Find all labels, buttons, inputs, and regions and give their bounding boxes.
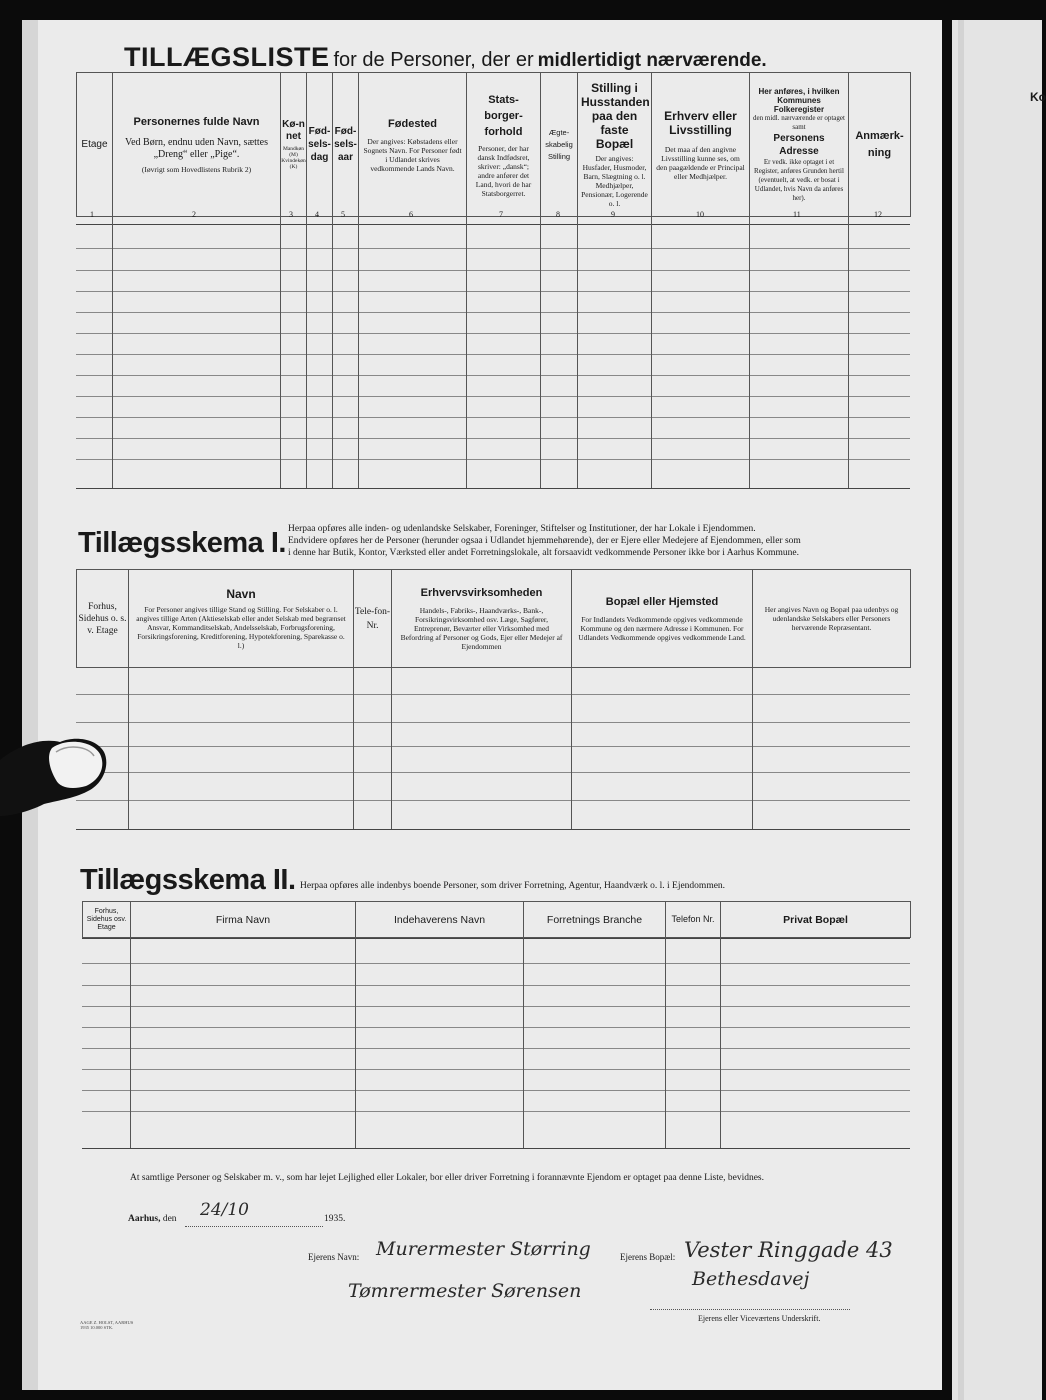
skema2-table (82, 901, 911, 938)
col-etage: Etage (77, 73, 113, 217)
col-foedested: Fødested Der angives: Købstadens eller Sognets Navn. For Personer født i Udlandet skrives vedkommende Lands Navn. (359, 73, 467, 217)
col-number: 3 (289, 210, 293, 219)
col-navn: Personernes fulde Navn Ved Børn, endnu uden Navn, sættes „Dreng“ eller „Pige“. (Iøvrigt som Hovedlistens Rubrik 2) (113, 73, 281, 217)
tillaegsliste-table (76, 72, 911, 217)
date-line-dots (185, 1225, 323, 1227)
col-erhverv: Erhverv eller Livsstilling Det maa af den angivne Livsstilling kunne ses, om den paagældende er Principal eller Medhjælper. (652, 73, 750, 217)
skema1-col-telefon: Tele-fon-Nr. (354, 570, 392, 668)
adjacent-page-text: Ko (1030, 90, 1046, 104)
col-number: 7 (499, 210, 503, 219)
skema1-col-bopael: Bopæl eller Hjemsted For Indlandets Vedkommende opgives vedkommende Kommune og den nærmere Adresse i Kommunen. For Udlandets Vedkommende opgives vedkommende Land. (572, 570, 753, 668)
thumb-shape (0, 730, 120, 820)
skema2-col-firma: Firma Navn (131, 902, 356, 938)
page-binding-shadow (22, 20, 38, 1390)
owner-name-label: Ejerens Navn: (308, 1252, 360, 1262)
skema2-col-etage: Forhus, Sidehus osv. Etage (83, 902, 131, 938)
col-statsborgerforhold: Stats-borger-forhold Personer, der har dansk Indfødsret, skriver: „dansk“; andre anfører det Land, hvori de har Statsborgerret. (467, 73, 541, 217)
skema1-title: Tillægsskema I. (78, 527, 286, 559)
skema1-header-row (77, 570, 911, 668)
skema2-col-indehaver: Indehaverens Navn (356, 902, 524, 938)
owner-address-handwritten-2: Bethesdavej (692, 1268, 810, 1290)
main-title (124, 42, 767, 73)
col-number: 5 (341, 210, 345, 219)
adjacent-page (952, 20, 1046, 1400)
printer-note: AAGE Z. HOLST, AARHUS 1935 10.000 STK. (80, 1320, 134, 1330)
date-line (128, 1214, 177, 1224)
skema1-col-etage: Forhus, Sidehus o. s. v. Etage (77, 570, 129, 668)
col-foedselsdag: Fød-sels-dag (307, 73, 333, 217)
date-year: 1935. (324, 1214, 346, 1224)
col-number: 1 (90, 210, 94, 219)
col-number: 11 (793, 210, 801, 219)
col-aegteskabelig-stilling: Ægte-skabelig Stilling (541, 73, 578, 217)
owner-name-signature-2: Tømrermester Sørensen (348, 1280, 582, 1302)
col-number: 9 (611, 210, 615, 219)
owner-name-signature: Murermester Størring (376, 1238, 591, 1260)
skema1-col-navn: Navn For Personer angives tillige Stand og Stilling. For Selskaber o. l. angives tillige Arten (Aktieselskab eller andet Selskab med begrænset Ansvar, Kommanditselskab, Andelsselskab, Forbrugsforening, Forsikringsforening, Kreditforening, Hypotekforening, Sparekasse o. l.) (129, 570, 354, 668)
skema1-table (76, 569, 911, 668)
col-number: 6 (409, 210, 413, 219)
list-header-row (77, 73, 911, 217)
date-city: Aarhus, (128, 1214, 161, 1224)
skema2-title: Tillægsskema II. (80, 864, 296, 896)
owner-address-handwritten: Vester Ringgade 43 (684, 1238, 893, 1262)
skema2-col-branche: Forretnings Branche (524, 902, 666, 938)
col-koennet: Kø-nnet Mandkøn (M) Kvindekøn (K) (281, 73, 307, 217)
date-handwritten: 24/10 (200, 1200, 249, 1220)
main-title-end: midlertidigt nærværende. (537, 50, 767, 71)
owner-address-label: Ejerens Bopæl: (620, 1252, 676, 1262)
col-stilling-husstanden: Stilling i Husstanden paa den faste Bopæl Der angives: Husfader, Husmoder, Barn, Slægtning o. l. Medhjælper, Pensionær, Logerende o. l. (578, 73, 652, 217)
census-form-page (22, 20, 942, 1390)
signature-line (650, 1308, 850, 1310)
skema2-intro: Herpaa opføres alle indenbys boende Personer, som driver Forretning, Agentur, Haandværk o. l. i Ejendommen. (300, 881, 726, 891)
col-number: 2 (192, 210, 196, 219)
col-foedselsaar: Fød-sels-aar (333, 73, 359, 217)
main-title-middle: for de Personer, der er (333, 49, 534, 71)
col-number: 12 (874, 210, 882, 219)
skema2-header-row (83, 902, 911, 938)
main-title-bold: TILLÆGSLISTE (124, 42, 330, 72)
col-number: 10 (696, 210, 704, 219)
skema1-intro: Herpaa opføres alle inden- og udenlandske Selskaber, Foreninger, Stiftelser og Institutioner, der har Lokale i Ejendommen. Endvidere opføres her de Personer (herunder ogsaa i Udlandet hjemmehørende), der er Ejere eller Medejere af Ejendommen, eller som i denne har Butik, Kontor, Værksted eller andet Forretningslokale, alt forsaavidt vedkommende Personer ikke bor i Aarhus Kommune. (288, 524, 801, 558)
skema1-col-repraesentant: Her angives Navn og Bopæl paa udenbys og udenlandske Selskabers eller Personers herværende Repræsentant. (753, 570, 911, 668)
col-folkeregister: Her anføres, i hvilken Kommunes Folkeregister den midl. nærværende er optaget samt Personens Adresse Er vedk. ikke optaget i et Register, anføres Grunden hertil (eventuelt, at vedk. er bosat i Udlandet, hvis Navn da anføres her). (750, 73, 849, 217)
col-anmaerkning: Anmærk-ning (849, 73, 911, 217)
date-den-label: den (162, 1214, 177, 1224)
signature-caption: Ejerens eller Viceværtens Underskrift. (698, 1314, 821, 1323)
skema2-col-telefon: Telefon Nr. (666, 902, 721, 938)
col-number: 8 (556, 210, 560, 219)
skema1-col-erhverv: Erhvervsvirksomheden Handels-, Fabriks-, Haandværks-, Bank-, Forsikringsvirksomhed osv. Læge, Sagfører, Entreprenør, Beværter eller Virksomhed med Befordring af Personer og Gods, Ejer eller Medejer af Ejendommen (392, 570, 572, 668)
declaration-text: At samtlige Personer og Selskaber m. v., som har lejet Lejlighed eller Lokaler, bor eller driver Forretning i forannævnte Ejendom er optaget paa denne Liste, bevidnes. (130, 1173, 764, 1183)
skema2-col-privat-bopael: Privat Bopæl (721, 902, 911, 938)
col-number: 4 (315, 210, 319, 219)
